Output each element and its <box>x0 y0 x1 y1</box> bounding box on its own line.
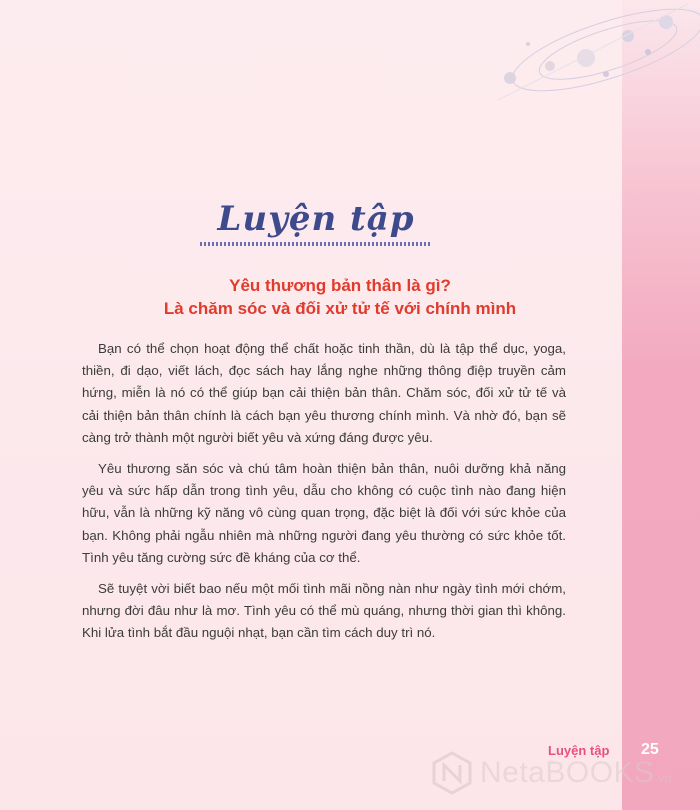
page-number: 25 <box>641 741 659 758</box>
watermark-suffix: .vn <box>654 771 673 785</box>
subtitle-line-1: Yêu thương bản thân là gì? <box>229 276 451 295</box>
heading-underline <box>200 242 432 246</box>
heading-text: Luyện tập <box>217 199 415 239</box>
paragraph-2: Yêu thương săn sóc và chú tâm hoàn thiện bản thân, nuôi dưỡng khả năng yêu và sức hấp dẫn trong tình yêu, dẫu cho không có cuộc tình nào đang hiện hữu, vẫn là những kỹ năng vô cùng quan trọng, đặc biệt là đối với sức khỏe của bạn. Không phải ngẫu nhiên mà những người đang yêu thường có sức khỏe tốt. Tình yêu tăng cường sức đề kháng của cơ thể. <box>82 461 566 565</box>
paragraph-3: Sẽ tuyệt vời biết bao nếu một mối tình mãi nồng nàn như ngày tình mới chớm, nhưng đời đâu như là mơ. Tình yêu có thể mù quáng, nhưng thời gian thì không. Khi lửa tình bắt đầu nguội nhạt, bạn cần tìm cách duy trì nó. <box>82 581 566 641</box>
footer-section-label: Luyện tập <box>548 743 610 758</box>
subtitle <box>60 274 620 320</box>
subtitle-line-2: Là chăm sóc và đối xử tử tế với chính mình <box>163 299 517 318</box>
section-heading <box>200 196 432 246</box>
netabooks-logo-icon <box>430 751 474 795</box>
body-text <box>82 338 566 654</box>
watermark-text <box>480 756 672 790</box>
side-color-band <box>622 0 700 810</box>
watermark <box>430 751 672 795</box>
paragraph-1: Bạn có thể chọn hoạt động thể chất hoặc tinh thần, dù là tập thể dục, yoga, thiền, đi dạo, viết lách, đọc sách hay lắng nghe những thông điệp truyền cảm hứng, miễn là nó có thể giúp bạn cải thiện bản thân. Chăm sóc, đối xử tử tế và cải thiện bản thân chính là cách bạn yêu thương chính mình. Và nhờ đó, bạn sẽ càng trở thành một người biết yêu và xứng đáng được yêu. <box>82 341 566 445</box>
watermark-name: NetaBOOKS <box>480 756 655 789</box>
solar-system-decoration <box>488 0 700 110</box>
